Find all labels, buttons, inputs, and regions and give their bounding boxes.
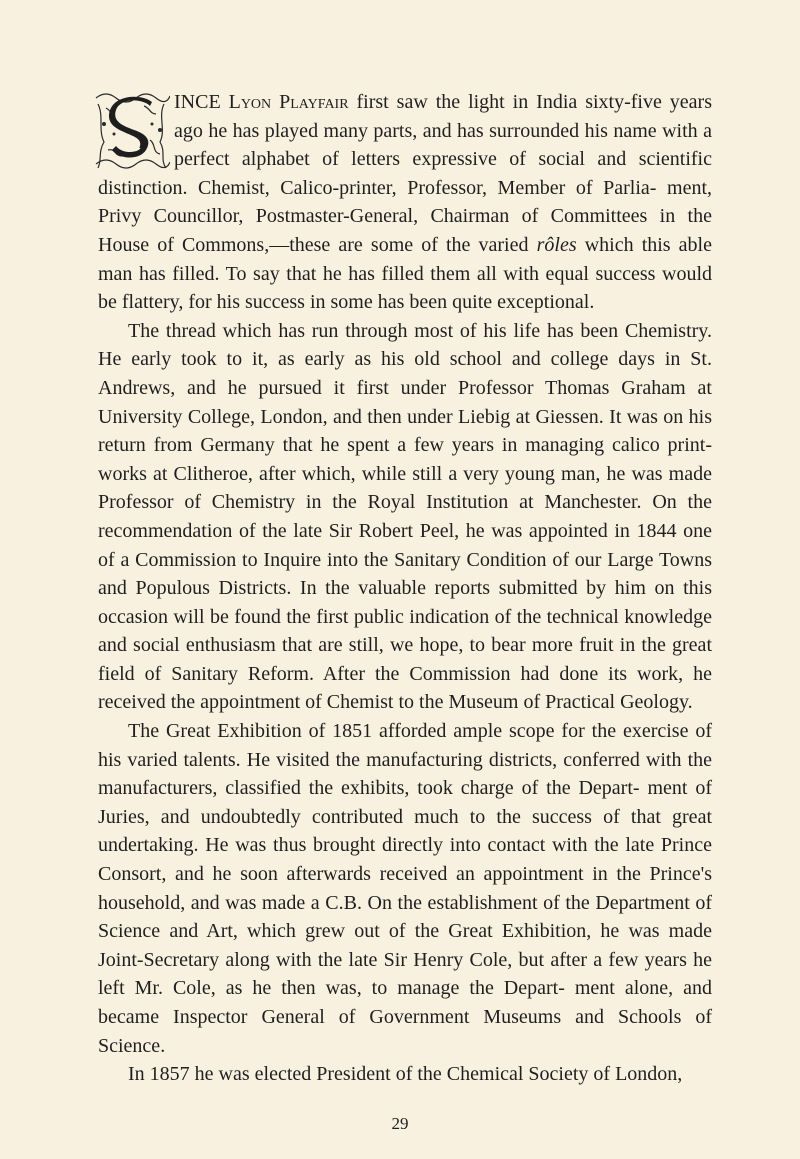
paragraph-2: The thread which has run through most of his life has been Chemistry. He early took to it, as early as his old school and college days in St. Andrews, and he pursued it first under Professor Thomas Graham at University College, London, and then under Liebig at Giessen. It was on his return from Germany that he spent a few years in managing calico print-works at Clitheroe, after which, while still a very young man, he was made Professor of Chemistry in the Royal Institution at Manchester. On the recommendation of the late Sir Robert Peel, he was appointed in 1844 one of a Commission to Inquire into the Sanitary Condition of our Large Towns and Populous Districts. In the valuable reports submitted by him on this occasion will be found the first public indication of the technical knowledge and social enthusiasm that are still, we hope, to bear more fruit in the great field of Sanitary Reform. After the Commission had done its work, he received the appointment of Chemist to the Museum of Practical Geology. bbox=[98, 319, 712, 714]
paragraph-4: In 1857 he was elected President of the Chemical Society of London, bbox=[128, 1063, 683, 1086]
ornamental-s-initial-icon bbox=[94, 90, 170, 170]
opening-small-caps: INCE Lyon Playfair bbox=[174, 91, 349, 113]
paragraph-3: The Great Exhibition of 1851 afforded ample scope for the exercise of his varied talents. He visited the manufacturing districts, conferred with the manufacturers, classified the exhibits, took charge of the Depart- ment of Juries, and undoubtedly contributed much to the success of that great undertaking. He was thus brought directly into contact with the late Prince Consort, and he soon afterwards received an appointment in the Prince's household, and was made a C.B. On the establishment of the Department of Science and Art, which grew out of the Great Exhibition, he was made Joint-Secretary along with the late Sir Henry Cole, but after a few years he left Mr. Cole, as he then was, to manage the Depart- ment alone, and became Inspector General of Government Museums and Schools of Science. bbox=[98, 720, 712, 1057]
paragraph-1 bbox=[98, 88, 712, 317]
body-text bbox=[98, 88, 712, 1089]
paragraph-1-emphasis: rôles bbox=[536, 233, 577, 256]
paragraph-1-text-a: first saw the light in India sixty-five years ago he has played many parts, and has surrounded his name with a perfect alphabet of letters expressive of social and scientific distinction. Chemist, Calico-printer, Professor, Member of Parlia- ment, Privy Councillor, Postmaster-General, Chairman of Committees in the House of Commons,—these are some of the varied bbox=[98, 91, 712, 256]
paragraph-1-text-b: which this able man has filled. To say that he has filled them all with equal success would be flattery, for his success in some has been quite exceptional. bbox=[98, 233, 712, 314]
page-number: 29 bbox=[391, 1114, 409, 1133]
